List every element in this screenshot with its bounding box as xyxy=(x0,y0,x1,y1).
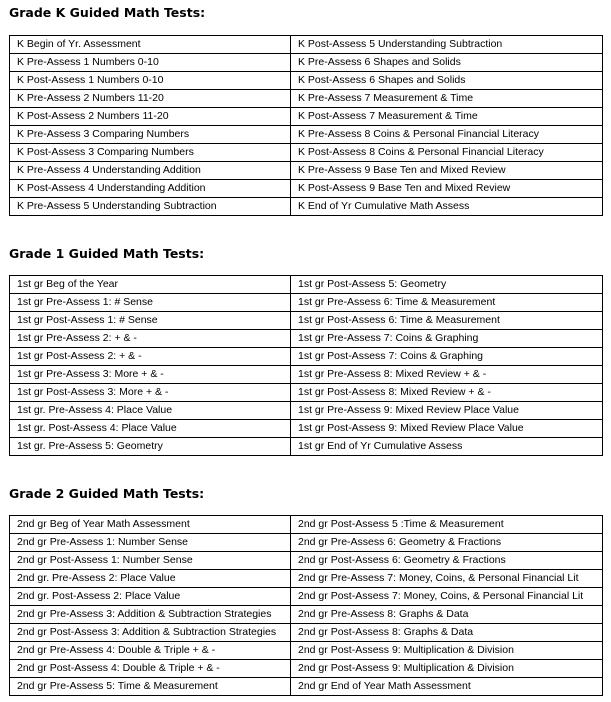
table-cell-right: 1st gr Pre-Assess 7: Coins & Graphing xyxy=(291,330,603,348)
table-cell-left: 1st gr Pre-Assess 1: # Sense xyxy=(10,294,291,312)
table-cell-right: 1st gr Post-Assess 8: Mixed Review + & - xyxy=(291,384,603,402)
table-row xyxy=(10,588,603,606)
table-row xyxy=(10,126,603,144)
table-cell-left: 2nd gr Post-Assess 4: Double & Triple + & - xyxy=(10,660,291,678)
table-row xyxy=(10,54,603,72)
table-cell-right: 2nd gr Post-Assess 9: Multiplication & Division xyxy=(291,642,603,660)
table-cell-right: K Post-Assess 8 Coins & Personal Financial Literacy xyxy=(291,144,603,162)
table-cell-right: 1st gr Post-Assess 9: Mixed Review Place Value xyxy=(291,420,603,438)
table-cell-left: K Post-Assess 3 Comparing Numbers xyxy=(10,144,291,162)
table-cell-right: 2nd gr Post-Assess 6: Geometry & Fractions xyxy=(291,552,603,570)
section-title-grade-1: Grade 1 Guided Math Tests: xyxy=(9,246,205,261)
table-row xyxy=(10,624,603,642)
table-row xyxy=(10,294,603,312)
table-cell-left: 2nd gr Post-Assess 1: Number Sense xyxy=(10,552,291,570)
table-row xyxy=(10,606,603,624)
table-row xyxy=(10,438,603,456)
table-row xyxy=(10,516,603,534)
table-cell-right: 2nd gr Post-Assess 7: Money, Coins, & Personal Financial Lit xyxy=(291,588,603,606)
table-cell-left: K Pre-Assess 2 Numbers 11-20 xyxy=(10,90,291,108)
table-cell-right: 2nd gr Post-Assess 5 :Time & Measurement xyxy=(291,516,603,534)
table-cell-right: K Pre-Assess 9 Base Ten and Mixed Review xyxy=(291,162,603,180)
table-cell-left: 1st gr. Pre-Assess 5: Geometry xyxy=(10,438,291,456)
table-row xyxy=(10,276,603,294)
table-cell-right: 1st gr Pre-Assess 9: Mixed Review Place Value xyxy=(291,402,603,420)
table-row xyxy=(10,330,603,348)
table-cell-left: 1st gr Post-Assess 1: # Sense xyxy=(10,312,291,330)
table-cell-left: 2nd gr Pre-Assess 4: Double & Triple + & - xyxy=(10,642,291,660)
section-title-grade-k: Grade K Guided Math Tests: xyxy=(9,5,206,20)
table-row xyxy=(10,402,603,420)
table-cell-left: 2nd gr Beg of Year Math Assessment xyxy=(10,516,291,534)
table-cell-right: 2nd gr Pre-Assess 7: Money, Coins, & Personal Financial Lit xyxy=(291,570,603,588)
table-row xyxy=(10,678,603,696)
table-row xyxy=(10,144,603,162)
table-row xyxy=(10,72,603,90)
table-cell-right: 1st gr End of Yr Cumulative Assess xyxy=(291,438,603,456)
table-cell-right: 2nd gr Post-Assess 8: Graphs & Data xyxy=(291,624,603,642)
table-row xyxy=(10,552,603,570)
table-cell-left: 1st gr Pre-Assess 2: + & - xyxy=(10,330,291,348)
table-cell-left: 2nd gr Pre-Assess 5: Time & Measurement xyxy=(10,678,291,696)
table-cell-right: 1st gr Pre-Assess 8: Mixed Review + & - xyxy=(291,366,603,384)
section-title-grade-2: Grade 2 Guided Math Tests: xyxy=(9,486,205,501)
table-row xyxy=(10,312,603,330)
table-row xyxy=(10,348,603,366)
table-row xyxy=(10,384,603,402)
table-row xyxy=(10,36,603,54)
table-cell-left: 1st gr Post-Assess 2: + & - xyxy=(10,348,291,366)
table-row xyxy=(10,108,603,126)
table-cell-right: K Pre-Assess 6 Shapes and Solids xyxy=(291,54,603,72)
table-row xyxy=(10,570,603,588)
table-row xyxy=(10,162,603,180)
table-cell-right: K Post-Assess 7 Measurement & Time xyxy=(291,108,603,126)
table-cell-left: 1st gr Beg of the Year xyxy=(10,276,291,294)
table-cell-right: K Post-Assess 6 Shapes and Solids xyxy=(291,72,603,90)
table-cell-left: 2nd gr. Pre-Assess 2: Place Value xyxy=(10,570,291,588)
table-cell-left: 2nd gr Post-Assess 3: Addition & Subtraction Strategies xyxy=(10,624,291,642)
table-cell-right: K Pre-Assess 8 Coins & Personal Financial Literacy xyxy=(291,126,603,144)
table-cell-right: K End of Yr Cumulative Math Assess xyxy=(291,198,603,216)
grade-1-tests-table xyxy=(9,275,603,456)
table-row xyxy=(10,660,603,678)
table-cell-right: 1st gr Pre-Assess 6: Time & Measurement xyxy=(291,294,603,312)
table-cell-right: 1st gr Post-Assess 5: Geometry xyxy=(291,276,603,294)
table-cell-left: K Pre-Assess 4 Understanding Addition xyxy=(10,162,291,180)
table-cell-right: K Post-Assess 9 Base Ten and Mixed Review xyxy=(291,180,603,198)
table-row xyxy=(10,642,603,660)
table-cell-left: K Pre-Assess 1 Numbers 0-10 xyxy=(10,54,291,72)
table-row xyxy=(10,198,603,216)
table-cell-left: K Post-Assess 1 Numbers 0-10 xyxy=(10,72,291,90)
table-cell-right: K Pre-Assess 7 Measurement & Time xyxy=(291,90,603,108)
grade-2-tests-table xyxy=(9,515,603,696)
table-cell-left: 1st gr. Post-Assess 4: Place Value xyxy=(10,420,291,438)
table-cell-left: 1st gr Post-Assess 3: More + & - xyxy=(10,384,291,402)
table-cell-left: 1st gr. Pre-Assess 4: Place Value xyxy=(10,402,291,420)
table-cell-left: K Post-Assess 4 Understanding Addition xyxy=(10,180,291,198)
table-cell-left: 2nd gr Pre-Assess 3: Addition & Subtraction Strategies xyxy=(10,606,291,624)
table-row xyxy=(10,534,603,552)
table-cell-right: 2nd gr Pre-Assess 8: Graphs & Data xyxy=(291,606,603,624)
table-row xyxy=(10,366,603,384)
table-cell-left: K Pre-Assess 3 Comparing Numbers xyxy=(10,126,291,144)
table-cell-right: 1st gr Post-Assess 7: Coins & Graphing xyxy=(291,348,603,366)
table-row xyxy=(10,90,603,108)
table-cell-left: K Begin of Yr. Assessment xyxy=(10,36,291,54)
table-cell-right: 2nd gr End of Year Math Assessment xyxy=(291,678,603,696)
table-cell-right: 2nd gr Pre-Assess 6: Geometry & Fractions xyxy=(291,534,603,552)
grade-k-tests-table xyxy=(9,35,603,216)
table-cell-left: 2nd gr Pre-Assess 1: Number Sense xyxy=(10,534,291,552)
table-cell-left: K Post-Assess 2 Numbers 11-20 xyxy=(10,108,291,126)
table-cell-left: K Pre-Assess 5 Understanding Subtraction xyxy=(10,198,291,216)
table-row xyxy=(10,180,603,198)
table-cell-left: 1st gr Pre-Assess 3: More + & - xyxy=(10,366,291,384)
table-cell-left: 2nd gr. Post-Assess 2: Place Value xyxy=(10,588,291,606)
table-row xyxy=(10,420,603,438)
table-cell-right: K Post-Assess 5 Understanding Subtraction xyxy=(291,36,603,54)
table-cell-right: 2nd gr Post-Assess 9: Multiplication & Division xyxy=(291,660,603,678)
table-cell-right: 1st gr Post-Assess 6: Time & Measurement xyxy=(291,312,603,330)
